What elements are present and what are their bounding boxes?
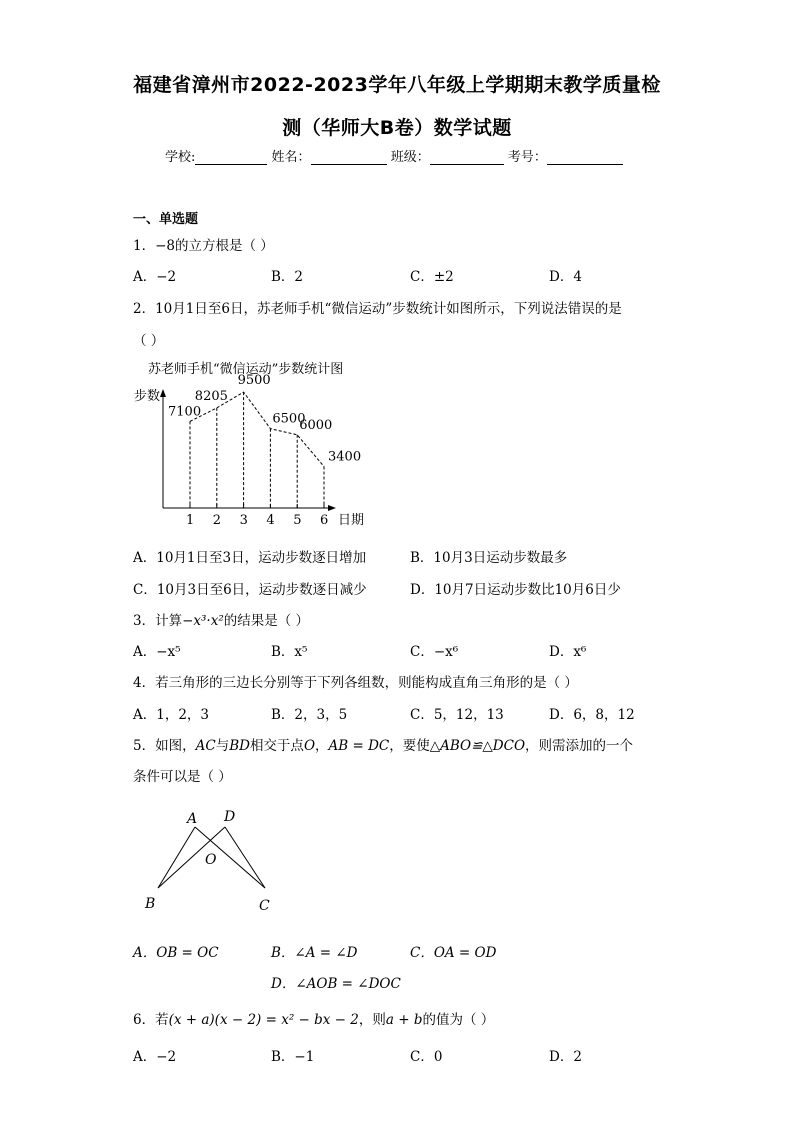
q5-ab-dc: AB = DC xyxy=(328,738,390,754)
q6-option-b[interactable]: B．−1 xyxy=(271,1049,315,1065)
q5-option-d[interactable]: D．∠AOB = ∠DOC xyxy=(271,976,401,992)
title-line-1: 福建省漳州市2022-2023学年八年级上学期期末教学质量检 xyxy=(133,74,661,96)
school-label: 学校: xyxy=(165,150,196,165)
q3-option-a[interactable]: A．−x⁵ xyxy=(133,644,181,660)
q6-option-a[interactable]: A．−2 xyxy=(133,1049,177,1065)
q5-stem-d: ， xyxy=(315,738,329,754)
exam-no-blank[interactable] xyxy=(547,150,623,165)
x-tick-label-5: 5 xyxy=(293,513,302,528)
q5-option-c[interactable]: C．OA = OD xyxy=(410,945,497,961)
q3-option-b[interactable]: B．x⁵ xyxy=(271,644,308,660)
q6-stem xyxy=(133,1008,494,1028)
q5-o: O xyxy=(303,738,316,754)
step-chart-svg xyxy=(120,356,420,536)
q5-option-a[interactable]: A．OB = OC xyxy=(133,945,219,961)
chart-title: 苏老师手机“微信运动”步数统计图 xyxy=(148,362,344,377)
q4-option-d[interactable]: D．6，8，12 xyxy=(549,707,635,723)
q5-stem-a: 5．如图， xyxy=(133,738,196,754)
q6-expression-2: a + b xyxy=(385,1012,423,1028)
q6-stem-mid: ，则 xyxy=(358,1012,386,1028)
exam-no-label: 考号： xyxy=(507,150,547,165)
name-blank[interactable] xyxy=(311,150,387,165)
class-blank[interactable] xyxy=(430,150,504,165)
q5-congruence: △ABO≌△DCO xyxy=(429,738,526,754)
q5-stem-e: ，要使 xyxy=(389,738,430,754)
chart-xlabel: 日期 xyxy=(338,513,365,528)
q5-stem-c: 相交于点 xyxy=(249,738,304,754)
value-label-4: 6500 xyxy=(272,411,306,427)
step-chart xyxy=(120,356,420,536)
value-label-2: 8205 xyxy=(194,388,228,404)
q1-option-c[interactable]: C．±2 xyxy=(410,269,454,285)
segment-ab xyxy=(158,827,195,888)
q3-option-c[interactable]: C．−x⁶ xyxy=(410,644,459,660)
label-c: C xyxy=(259,898,270,914)
label-d: D xyxy=(224,809,236,825)
q5-stem xyxy=(133,734,633,754)
q1-stem: 1．−8的立方根是（ ） xyxy=(133,238,274,254)
q3-stem-pre: 3．计算 xyxy=(133,613,183,629)
class-label: 班级： xyxy=(390,150,430,165)
q6-stem-post: 的值为（ ） xyxy=(422,1012,495,1028)
student-info xyxy=(165,146,623,165)
q6-stem-pre: 6．若 xyxy=(133,1012,169,1028)
x-tick-label-1: 1 xyxy=(186,513,195,528)
q3-stem-post: 的结果是（ ） xyxy=(223,613,310,629)
q1-option-b[interactable]: B．2 xyxy=(271,269,304,285)
q6-option-d[interactable]: D．2 xyxy=(549,1049,582,1065)
q3-expression: −x³·x² xyxy=(182,613,224,629)
q2-stem: 2．10月1日至6日，苏老师手机“微信运动”步数统计如图所示，下列说法错误的是 xyxy=(133,301,622,317)
q3-option-d[interactable]: D．x⁶ xyxy=(549,644,587,660)
q1-option-a[interactable]: A．−2 xyxy=(133,269,177,285)
q4-option-c[interactable]: C．5，12，13 xyxy=(410,707,504,723)
label-o: O xyxy=(205,852,217,868)
x-tick-label-6: 6 xyxy=(320,513,329,528)
label-a: A xyxy=(187,811,198,827)
q4-option-a[interactable]: A．1，2，3 xyxy=(133,707,210,723)
q5-figure xyxy=(140,802,290,917)
q6-option-c[interactable]: C．0 xyxy=(410,1049,443,1065)
q2-stem-paren: （ ） xyxy=(133,333,165,349)
q2-option-b[interactable]: B．10月3日运动步数最多 xyxy=(410,550,568,566)
segment-dc xyxy=(225,827,265,888)
q4-stem: 4．若三角形的三边长分别等于下列各组数，则能构成直角三角形的是（ ） xyxy=(133,675,578,691)
q2-option-d[interactable]: D．10月7日运动步数比10月6日少 xyxy=(410,582,621,598)
value-label-1: 7100 xyxy=(168,404,202,420)
q5-ac: AC xyxy=(195,738,216,754)
chart-ylabel: 步数 xyxy=(134,389,161,404)
value-label-5: 6000 xyxy=(299,417,333,433)
section-heading: 一、单选题 xyxy=(133,212,199,227)
x-tick-label-3: 3 xyxy=(239,513,248,528)
q2-option-a[interactable]: A．10月1日至3日，运动步数逐日增加 xyxy=(133,550,367,566)
x-axis-arrow xyxy=(328,505,336,511)
school-blank[interactable] xyxy=(195,150,267,165)
y-axis-arrow xyxy=(160,389,166,397)
q4-option-b[interactable]: B．2，3，5 xyxy=(271,707,348,723)
q5-option-b[interactable]: B．∠A = ∠D xyxy=(271,945,358,961)
x-tick-label-4: 4 xyxy=(266,513,275,528)
name-label: 姓名： xyxy=(271,150,311,165)
q6-expression: (x + a)(x − 2) = x² − bx − 2 xyxy=(168,1012,359,1028)
q2-option-c[interactable]: C．10月3日至6日，运动步数逐日减少 xyxy=(133,582,367,598)
q5-stem-f: ，则需添加的一个 xyxy=(525,738,634,754)
q3-stem xyxy=(133,609,309,629)
title-line-2: 测（华师大B卷）数学试题 xyxy=(282,117,512,139)
q5-bd: BD xyxy=(229,738,250,754)
value-label-3: 9500 xyxy=(237,373,271,389)
label-b: B xyxy=(145,896,156,912)
q1-option-d[interactable]: D．4 xyxy=(549,269,582,285)
value-label-6: 3400 xyxy=(328,449,362,465)
q5-stem-b: 与 xyxy=(215,738,230,754)
x-tick-label-2: 2 xyxy=(212,513,222,528)
q5-stem-2: 条件可以是（ ） xyxy=(133,769,232,785)
